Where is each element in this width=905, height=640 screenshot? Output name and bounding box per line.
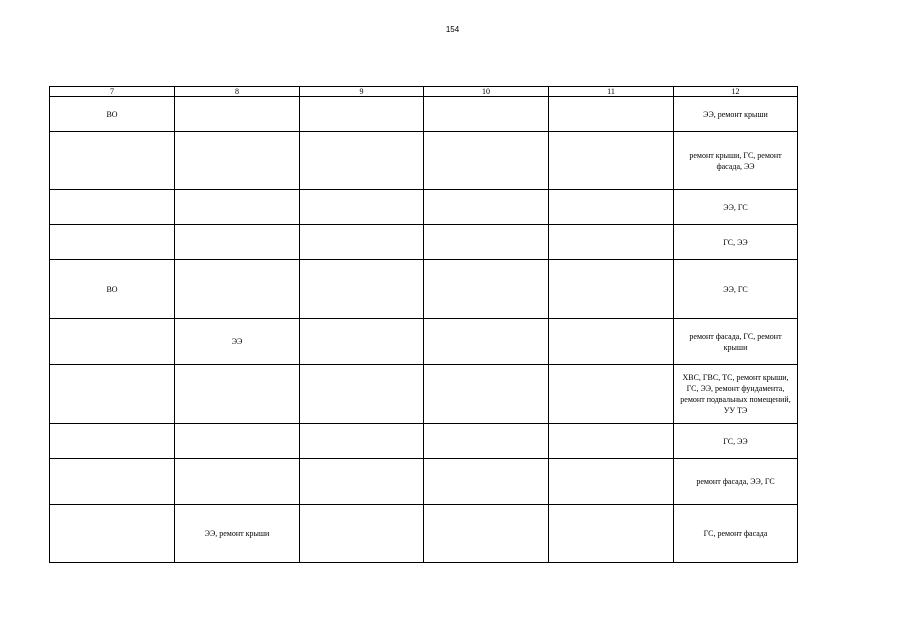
table-cell: ремонт крыши, ГС, ремонт фасада, ЭЭ (674, 132, 798, 190)
table-cell (50, 319, 175, 365)
table-cell (424, 190, 549, 225)
table-cell (50, 225, 175, 260)
table-row (50, 132, 798, 190)
table-cell: ремонт фасада, ГС, ремонт крыши (674, 319, 798, 365)
table-row (50, 97, 798, 132)
table-cell (50, 505, 175, 563)
table-row (50, 319, 798, 365)
table-cell: ЭЭ, ГС (674, 260, 798, 319)
table-cell (175, 225, 300, 260)
table-cell (50, 132, 175, 190)
table-cell (549, 132, 674, 190)
table-cell (549, 97, 674, 132)
table-cell (549, 505, 674, 563)
table-row (50, 225, 798, 260)
table-cell (549, 319, 674, 365)
column-header-8: 8 (175, 87, 300, 97)
table-cell: ЭЭ, ремонт крыши (674, 97, 798, 132)
table-cell (549, 260, 674, 319)
table-cell (424, 97, 549, 132)
table-cell (175, 459, 300, 505)
table-cell (549, 459, 674, 505)
table-cell: ГС, ЭЭ (674, 225, 798, 260)
column-header-10: 10 (424, 87, 549, 97)
table-cell (549, 424, 674, 459)
table-cell: ЭЭ, ГС (674, 190, 798, 225)
page-number: 154 (445, 25, 460, 34)
table-cell (50, 365, 175, 424)
table-cell (424, 260, 549, 319)
table-cell: ВО (50, 97, 175, 132)
table-cell (300, 459, 424, 505)
table-cell (175, 190, 300, 225)
table-cell (549, 365, 674, 424)
table-cell: ХВС, ГВС, ТС, ремонт крыши, ГС, ЭЭ, ремонт фундамента, ремонт подвальных помещений, УУ ТЭ (674, 365, 798, 424)
table-cell: ГС, ЭЭ (674, 424, 798, 459)
table-row (50, 260, 798, 319)
table-cell (300, 319, 424, 365)
table-cell (175, 365, 300, 424)
table-cell: ГС, ремонт фасада (674, 505, 798, 563)
column-header-9: 9 (300, 87, 424, 97)
table-cell: ЭЭ, ремонт крыши (175, 505, 300, 563)
table-cell: ремонт фасада, ЭЭ, ГС (674, 459, 798, 505)
table-cell (424, 424, 549, 459)
table-cell (424, 225, 549, 260)
table-cell (175, 424, 300, 459)
table-cell (50, 190, 175, 225)
table-cell (549, 225, 674, 260)
data-table (49, 86, 798, 563)
table-cell (424, 459, 549, 505)
table-cell (300, 505, 424, 563)
table-cell (300, 260, 424, 319)
table-cell (424, 319, 549, 365)
table-cell (175, 132, 300, 190)
table-cell (300, 424, 424, 459)
table-cell (424, 365, 549, 424)
table-row (50, 459, 798, 505)
table-cell (424, 132, 549, 190)
table-cell (300, 132, 424, 190)
column-header-7: 7 (50, 87, 175, 97)
table-row (50, 505, 798, 563)
table-cell (175, 97, 300, 132)
table-cell: ЭЭ (175, 319, 300, 365)
table-cell (300, 190, 424, 225)
table-cell (50, 459, 175, 505)
header-row (50, 87, 798, 97)
table-row (50, 190, 798, 225)
table-cell (300, 97, 424, 132)
table-row (50, 424, 798, 459)
table-cell (175, 260, 300, 319)
table-cell (300, 365, 424, 424)
column-header-12: 12 (674, 87, 798, 97)
table-cell (549, 190, 674, 225)
table-cell (50, 424, 175, 459)
table-row (50, 365, 798, 424)
table-cell: ВО (50, 260, 175, 319)
table-cell (300, 225, 424, 260)
table-cell (424, 505, 549, 563)
column-header-11: 11 (549, 87, 674, 97)
